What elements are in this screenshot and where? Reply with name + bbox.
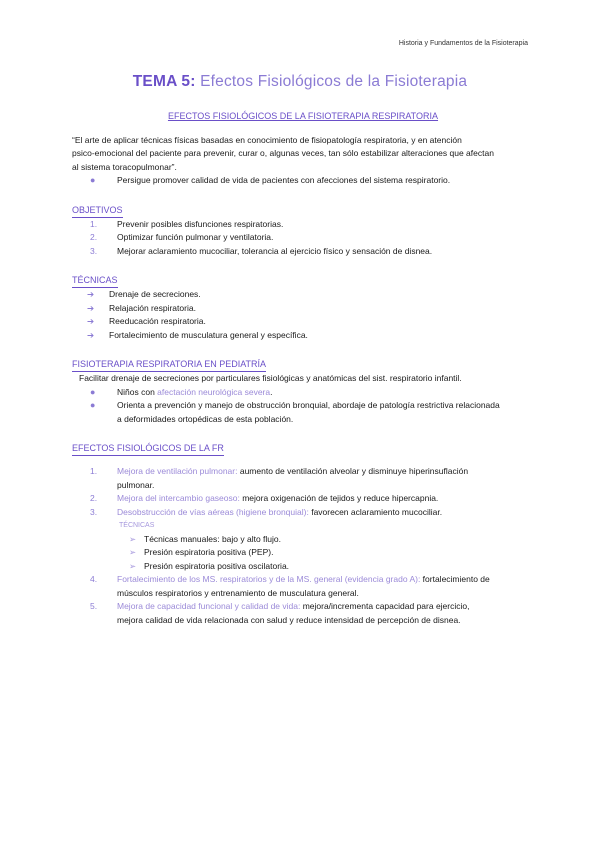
document-body <box>72 110 534 627</box>
list-number: 4. <box>90 574 98 584</box>
list-number: 2. <box>90 232 98 242</box>
quote-line: psico-emocional del paciente para prevenir, curar o, algunas veces, tan sólo estabilizar alteraciones que afectan <box>72 148 494 158</box>
bullet-icon: ● <box>90 400 96 410</box>
list-item-text: a deformidades ortopédicas de esta población. <box>117 413 294 424</box>
bullet-icon: ● <box>90 386 96 397</box>
list-item <box>72 174 534 188</box>
list-item <box>72 231 534 245</box>
heading-efectos: EFECTOS FISIOLÓGICOS DE LA FR <box>72 443 224 456</box>
section-title: EFECTOS FISIOLÓGICOS DE LA FISIOTERAPIA RESPIRATORIA <box>167 111 439 121</box>
list-item-text: Fortalecimiento de musculatura general y específica. <box>109 329 308 340</box>
list-number: 1. <box>90 466 98 476</box>
list-number: 1. <box>90 218 98 229</box>
tecnicas-list <box>72 288 534 342</box>
list-item <box>72 546 534 560</box>
highlight-text: Mejora de capacidad funcional y calidad de vida: <box>117 601 301 611</box>
pediatria-intro: Facilitar drenaje de secreciones por particulares fisiológicas y anatómicas del sist. respiratorio infantil. <box>79 373 462 383</box>
sub-heading-tecnicas: TÉCNICAS <box>119 522 155 529</box>
list-item <box>72 288 534 302</box>
list-item <box>72 492 534 506</box>
list-item <box>72 600 534 627</box>
list-item-text: Técnicas manuales: bajo y alto flujo. <box>144 533 282 544</box>
list-item-text: mejora calidad de vida relacionada con salud y reduce intensidad de percepción de disnea. <box>117 614 461 625</box>
list-item <box>72 465 534 492</box>
heading-objetivos: OBJETIVOS <box>72 205 123 218</box>
list-item <box>72 329 534 343</box>
list-item-text: Relajación respiratoria. <box>109 302 196 313</box>
list-number: 5. <box>90 601 98 611</box>
running-header: Historia y Fundamentos de la Fisioterapia <box>398 40 528 47</box>
list-item-text: Orienta a prevención y manejo de obstrucción bronquial, abordaje de patología restrictiva relacionada <box>117 400 500 410</box>
list-item <box>72 533 534 547</box>
list-item <box>72 573 534 600</box>
list-item-text: músculos respiratorios y entrenamiento de musculatura general. <box>117 587 359 598</box>
highlight-text: Mejora del intercambio gaseoso: <box>117 493 240 503</box>
list-item <box>72 315 534 329</box>
arrow-icon: ➔ <box>87 302 95 313</box>
list-item-text: Niños con <box>117 386 158 397</box>
title-lead: TEMA 5: <box>132 73 196 90</box>
list-item-text: pulmonar. <box>117 479 155 490</box>
quote-line: “El arte de aplicar técnicas físicas basadas en conocimiento de fisiopatología respiratoria, y en atención <box>72 134 462 145</box>
page-title <box>0 72 600 92</box>
highlight-text: Mejora de ventilación pulmonar: <box>117 466 238 476</box>
efectos-list-cont <box>72 573 534 627</box>
highlight-text: Fortalecimiento de los MS. respiratorios y de la MS. general (evidencia grado A): <box>117 574 421 584</box>
arrow-icon: ➔ <box>87 329 95 340</box>
highlight-text: Desobstrucción de vías aéreas (higiene bronquial): <box>117 506 309 517</box>
list-item-text: Reeducación respiratoria. <box>109 316 206 326</box>
efectos-list <box>72 465 534 519</box>
pointer-icon: ➢ <box>129 533 137 544</box>
definition-quote <box>72 134 534 175</box>
list-item <box>72 302 534 316</box>
list-item <box>72 399 534 426</box>
list-item-text: mejora oxigenación de tejidos y reduce hipercapnia. <box>239 493 439 503</box>
list-item-text: Presión espiratoria positiva (PEP). <box>144 547 274 557</box>
list-item-text: Drenaje de secreciones. <box>109 289 201 299</box>
title-rest: Efectos Fisiológicos de la Fisioterapia <box>195 73 468 90</box>
list-item-text: Persigue promover calidad de vida de pacientes con afecciones del sistema respiratorio. <box>117 175 451 185</box>
pointer-icon: ➢ <box>129 560 137 571</box>
list-number: 3. <box>90 245 98 256</box>
list-item <box>72 386 534 400</box>
list-item-text: mejora/incrementa capacidad para ejercicio, <box>300 601 470 611</box>
bullet-icon: ● <box>90 175 96 185</box>
list-number: 2. <box>90 493 98 503</box>
heading-tecnicas: TÉCNICAS <box>72 275 118 288</box>
highlight-text: afectación neurológica severa <box>157 386 271 397</box>
list-item-text: aumento de ventilación alveolar y disminuye hiperinsuflación <box>237 466 469 476</box>
list-item-text: Presión espiratoria positiva oscilatoria. <box>144 560 290 571</box>
list-item-text: Optimizar función pulmonar y ventilatoria. <box>117 232 274 242</box>
arrow-icon: ➔ <box>87 289 95 299</box>
list-item <box>72 506 534 520</box>
objetivos-list <box>72 218 534 259</box>
list-item <box>72 245 534 259</box>
list-item-text: favorecen aclaramiento mucociliar. <box>308 506 443 517</box>
list-item-text: . <box>270 386 273 397</box>
arrow-icon: ➔ <box>87 316 95 326</box>
list-item-text: Prevenir posibles disfunciones respiratorias. <box>117 218 284 229</box>
list-number: 3. <box>90 506 98 517</box>
list-item <box>72 560 534 574</box>
heading-pediatria: FISIOTERAPIA RESPIRATORIA EN PEDIATRÍA <box>72 359 266 372</box>
pointer-icon: ➢ <box>129 547 137 557</box>
quote-line: al sistema toracopulmonar”. <box>72 161 177 172</box>
sub-tecnicas-list <box>72 533 534 574</box>
list-item-text: Mejorar aclaramiento mucociliar, tolerancia al ejercicio físico y sensación de disnea. <box>117 245 433 256</box>
list-item <box>72 218 534 232</box>
list-item-text: fortalecimiento de <box>420 574 490 584</box>
